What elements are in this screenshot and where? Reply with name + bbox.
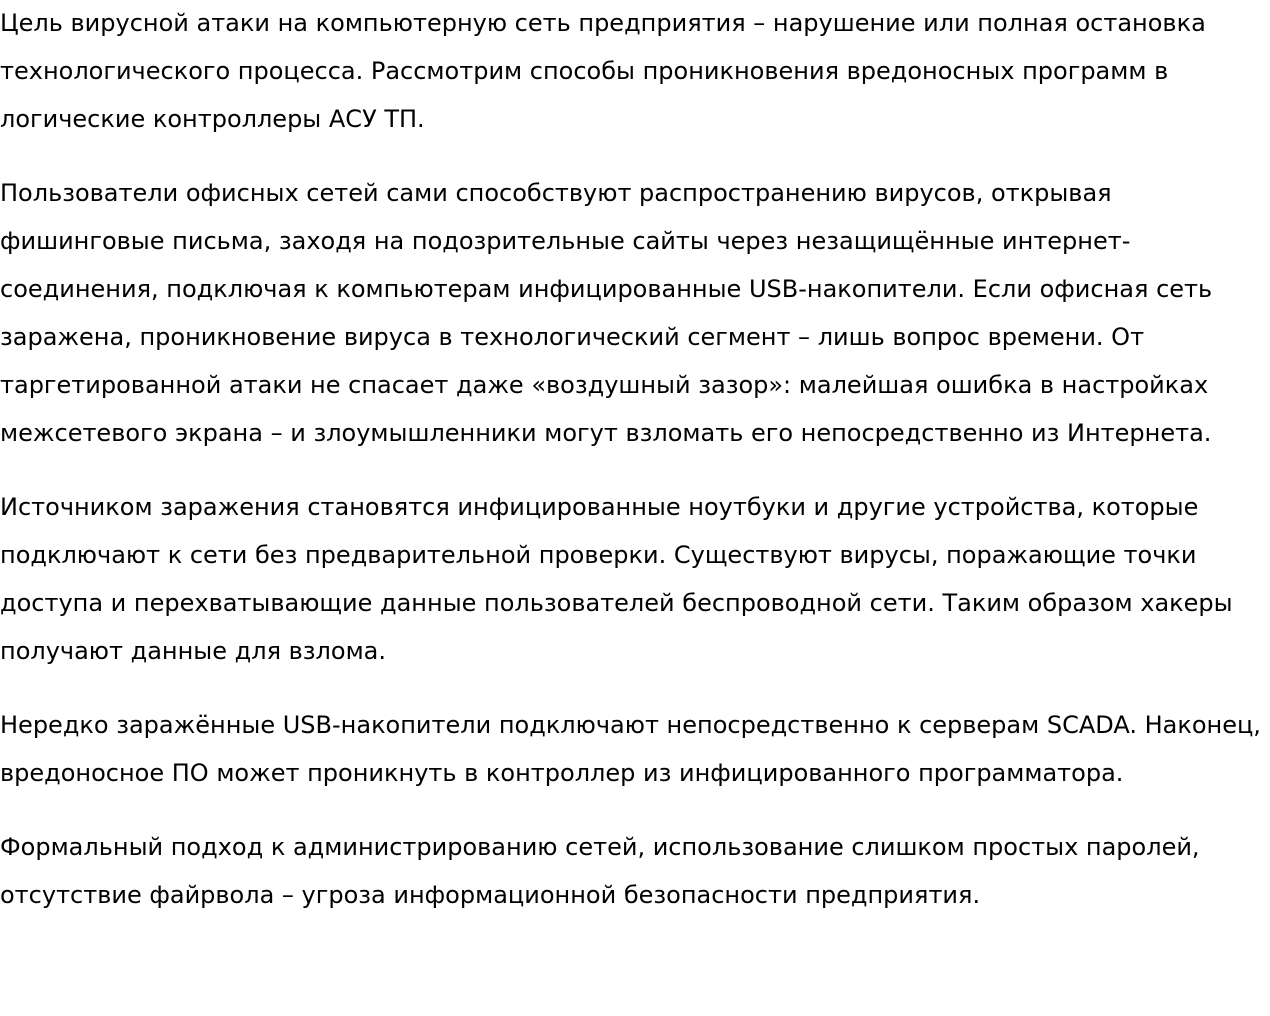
paragraph-admin-threats: Формальный подход к администрированию сетей, использование слишком простых паролей, отсутствие файрвола – угроза информационной безопасности предприятия.: [0, 833, 1200, 909]
paragraph-office-networks: Пользователи офисных сетей сами способствуют распространению вирусов, открывая фишинговые письма, заходя на подозрительные сайты через незащищённые интернет-соединения, подключая к компьютерам инфицированные USB-накопители. Если офисная сеть заражена, проникновение вируса в технологический сегмент – лишь вопрос времени. От таргетированной атаки не спасает даже «воздушный зазор»: малейшая ошибка в настройках межсетевого экрана – и злоумышленники могут взломать его непосредственно из Интернета.: [0, 179, 1213, 447]
paragraph-usb-scada: Нередко заражённые USB-накопители подключают непосредственно к серверам SCADA. Наконец, вредоносное ПО может проникнуть в контроллер из инфицированного программатора.: [0, 711, 1261, 787]
paragraph-intro: Цель вирусной атаки на компьютерную сеть предприятия – нарушение или полная остановка технологического процесса. Рассмотрим способы проникновения вредоносных программ в логические контроллеры АСУ ТП.: [0, 9, 1206, 133]
paragraph-infected-devices: Источником заражения становятся инфицированные ноутбуки и другие устройства, которые подключают к сети без предварительной проверки. Существуют вирусы, поражающие точки доступа и перехватывающие данные пользователей беспроводной сети. Таким образом хакеры получают данные для взлома.: [0, 493, 1233, 665]
